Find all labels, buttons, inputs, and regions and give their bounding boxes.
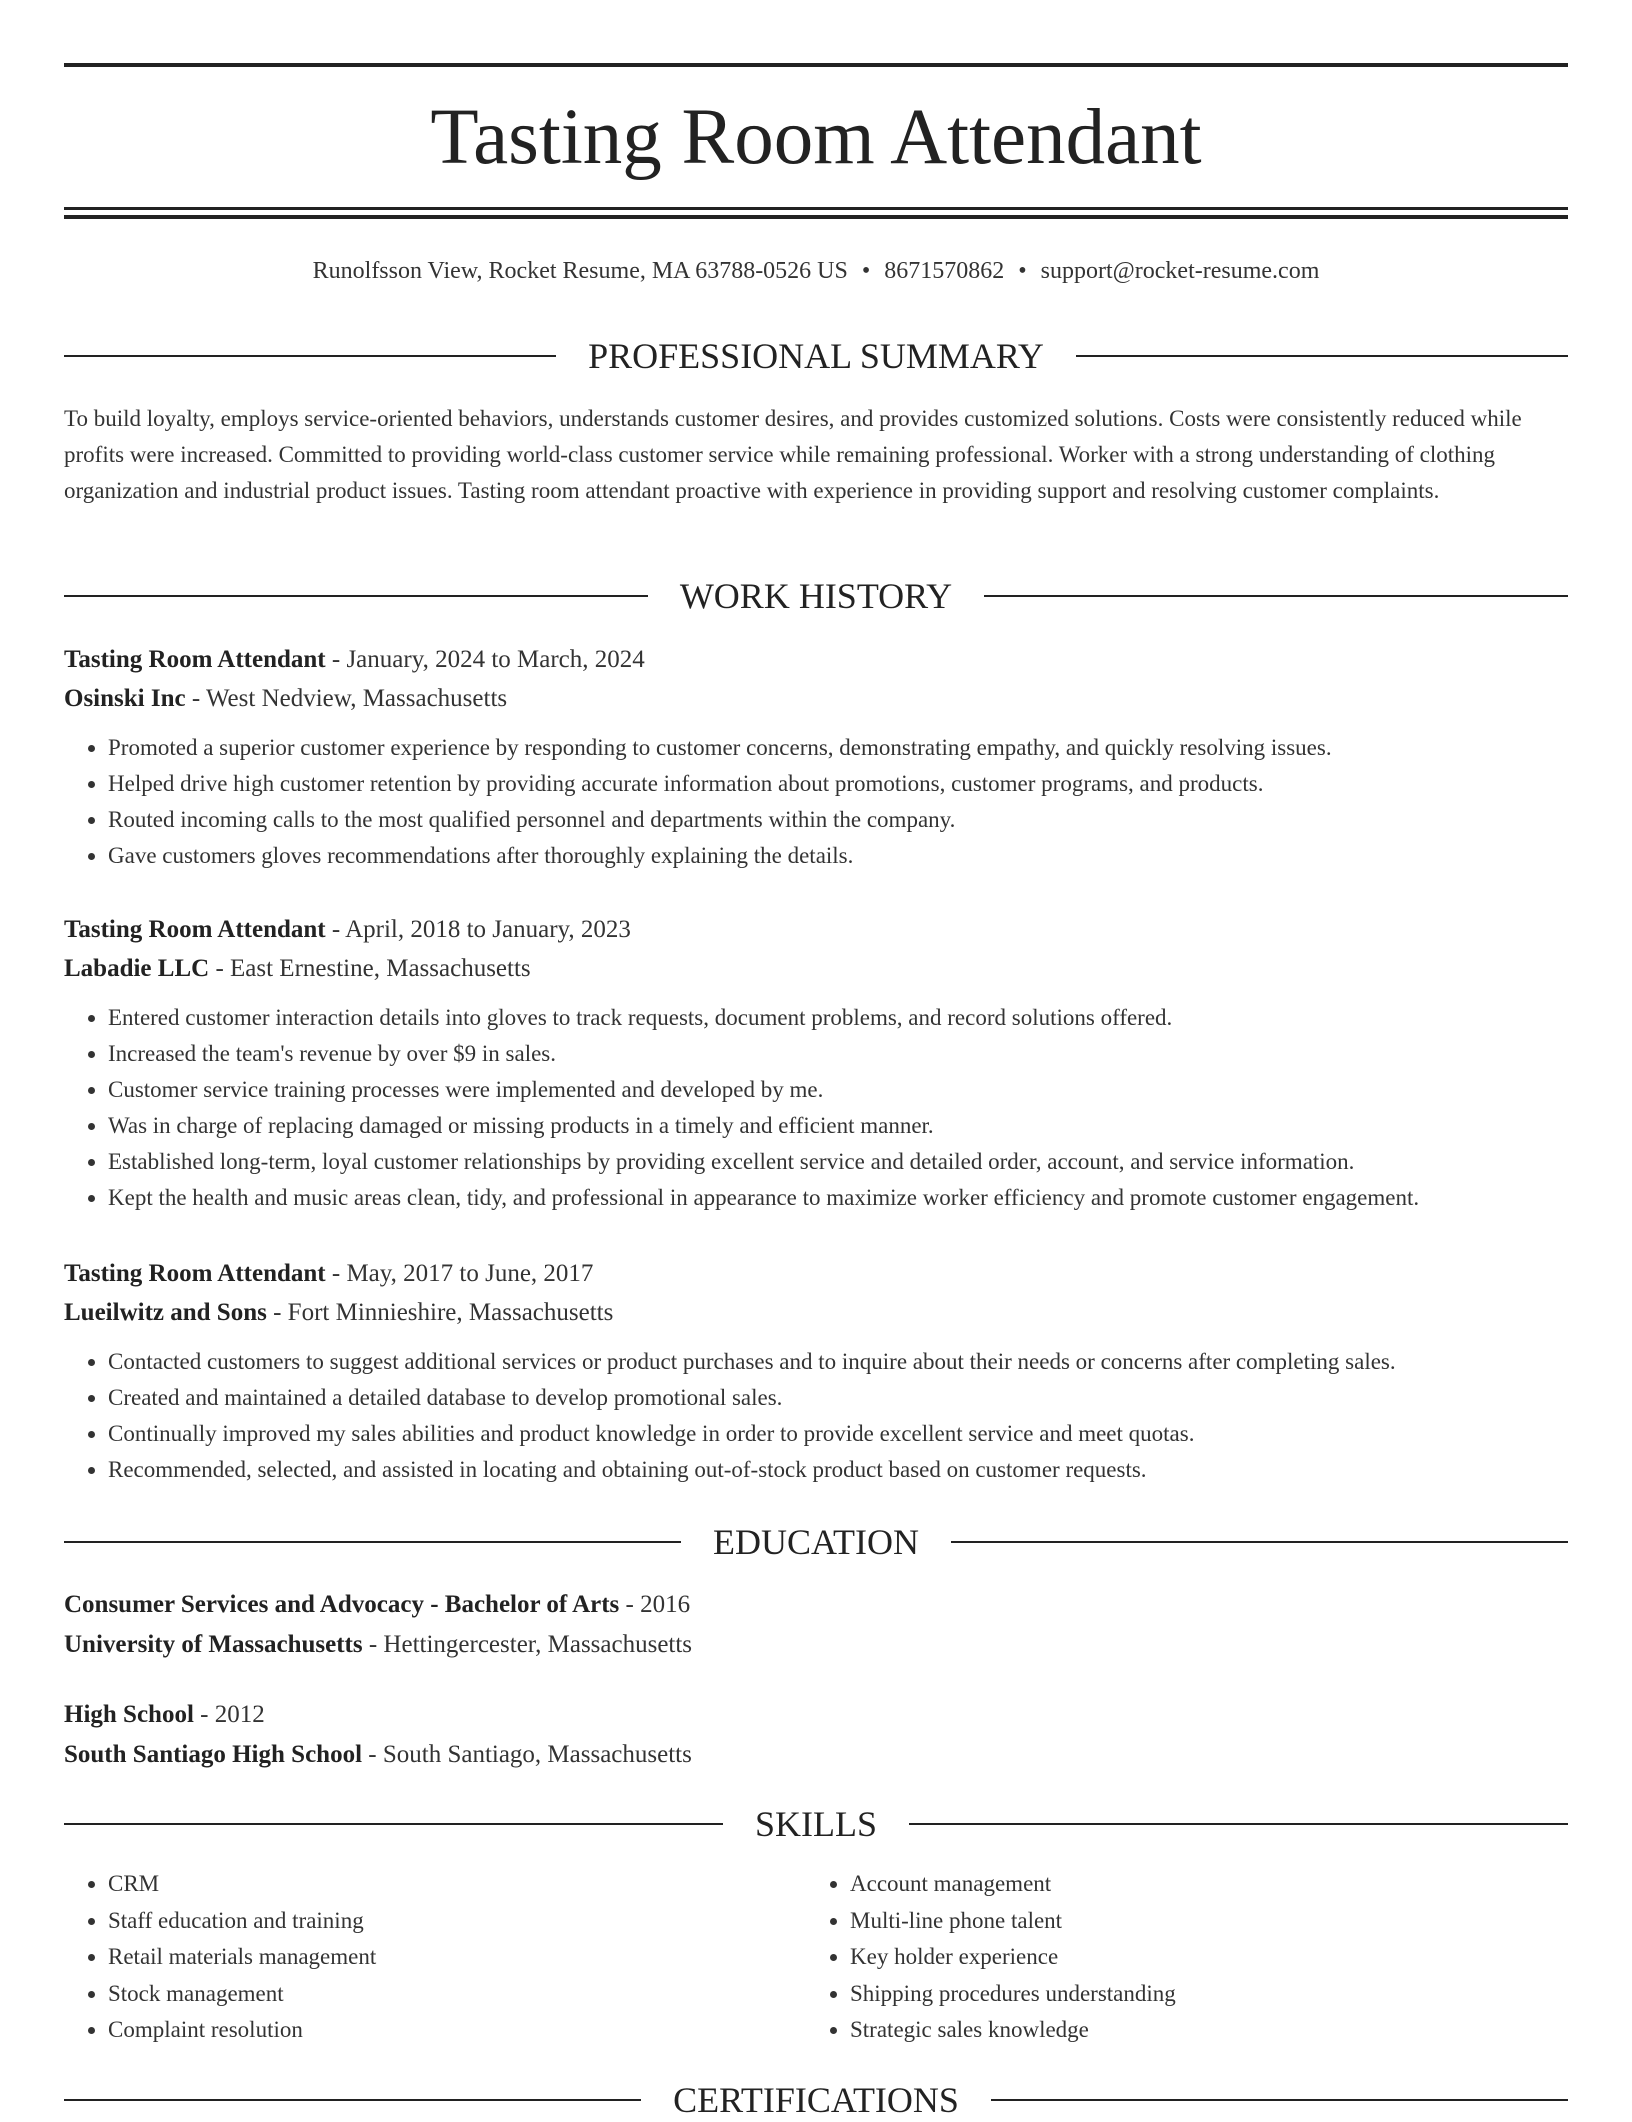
skill-item: • Key holder experience xyxy=(850,1939,1548,1976)
section-heading-work-history xyxy=(64,574,1568,618)
education-year: - 2016 xyxy=(619,1591,691,1618)
heading-rule xyxy=(64,1823,723,1825)
education-entry xyxy=(64,1695,1568,1775)
top-rule xyxy=(64,63,1568,67)
skill-item: • Shipping procedures understanding xyxy=(850,1976,1548,2013)
job-bullet: • Customer service training processes were implemented and developed by me. xyxy=(108,1072,1568,1108)
job-dates: - May, 2017 to June, 2017 xyxy=(325,1260,594,1287)
job-bullet: • Was in charge of replacing damaged or missing products in a timely and efficient manner. xyxy=(108,1108,1568,1144)
job-bullets xyxy=(64,1000,1568,1216)
job-dates: - January, 2024 to March, 2024 xyxy=(325,646,645,673)
skill-item: • Account management xyxy=(850,1866,1548,1903)
job-bullet: • Kept the health and music areas clean, tidy, and professional in appearance to maximize worker efficiency and promote customer engagement. xyxy=(108,1180,1568,1216)
heading-rule xyxy=(991,2099,1568,2101)
education-degree: High School xyxy=(64,1701,194,1728)
education-school: South Santiago High School xyxy=(64,1741,363,1768)
education-location: - Hettingercester, Massachusetts xyxy=(362,1631,693,1658)
section-heading-summary xyxy=(64,334,1568,378)
contact-email: support@rocket-resume.com xyxy=(1040,258,1320,284)
heading-rule xyxy=(64,355,556,357)
heading-rule xyxy=(909,1823,1568,1825)
education-entry xyxy=(64,1585,1568,1665)
job-title: Tasting Room Attendant xyxy=(64,646,326,673)
section-title: EDUCATION xyxy=(713,1522,919,1562)
job-bullets xyxy=(64,1344,1568,1488)
education-location: - South Santiago, Massachusetts xyxy=(362,1741,692,1768)
education-school: University of Massachusetts xyxy=(64,1631,363,1658)
skill-item: • Complaint resolution xyxy=(108,2012,806,2049)
skill-item: • CRM xyxy=(108,1866,806,1903)
job-bullet: • Entered customer interaction details into gloves to track requests, document problems, and record solutions offered. xyxy=(108,1000,1568,1036)
job-title: Tasting Room Attendant xyxy=(64,916,326,943)
section-title: SKILLS xyxy=(755,1804,878,1844)
contact-phone: 8671570862 xyxy=(884,258,1005,284)
job-bullet: • Established long-term, loyal customer relationships by providing excellent service and detailed order, account, and service information. xyxy=(108,1144,1568,1180)
heading-rule xyxy=(951,1541,1568,1543)
job-bullet: • Routed incoming calls to the most qualified personnel and departments within the company. xyxy=(108,802,1568,838)
job-company: Lueilwitz and Sons xyxy=(64,1299,267,1326)
job-location: - East Ernestine, Massachusetts xyxy=(209,955,531,982)
heading-rule xyxy=(64,1541,681,1543)
job-company: Osinski Inc xyxy=(64,685,186,712)
contact-separator: • xyxy=(1018,258,1027,284)
job-dates: - April, 2018 to January, 2023 xyxy=(325,916,631,943)
heading-rule xyxy=(64,2099,641,2101)
education-year: - 2012 xyxy=(193,1701,265,1728)
heading-rule xyxy=(984,595,1568,597)
skills-column-right xyxy=(806,1866,1548,2049)
job-bullet: • Gave customers gloves recommendations after thoroughly explaining the details. xyxy=(108,838,1568,874)
job-entry xyxy=(64,640,1568,874)
contact-separator: • xyxy=(861,258,871,284)
section-heading-education xyxy=(64,1520,1568,1564)
job-company-line xyxy=(64,949,1568,988)
job-title-line xyxy=(64,640,1568,679)
contact-address: Runolfsson View, Rocket Resume, MA 63788-0526 US xyxy=(312,258,848,284)
section-heading-skills xyxy=(64,1802,1568,1846)
title-double-rule xyxy=(64,207,1568,219)
job-company-line xyxy=(64,1293,1568,1332)
job-bullet: • Recommended, selected, and assisted in locating and obtaining out-of-stock product based on customer requests. xyxy=(108,1452,1568,1488)
skills-list xyxy=(64,1866,1568,2049)
resume-title: Tasting Room Attendant xyxy=(430,94,1202,181)
education-degree-line xyxy=(64,1695,1568,1735)
job-bullet: • Contacted customers to suggest additional services or product purchases and to inquire about their needs or concerns after completing sales. xyxy=(108,1344,1568,1380)
skill-item: • Staff education and training xyxy=(108,1903,806,1940)
job-entry xyxy=(64,910,1568,1216)
job-location: - Fort Minnieshire, Massachusetts xyxy=(266,1299,614,1326)
job-location: - West Nedview, Massachusetts xyxy=(185,685,508,712)
job-bullet: • Increased the team's revenue by over $9 in sales. xyxy=(108,1036,1568,1072)
skills-column-left xyxy=(64,1866,806,2049)
skill-item: • Stock management xyxy=(108,1976,806,2013)
skill-item: • Strategic sales knowledge xyxy=(850,2012,1548,2049)
skill-item: • Retail materials management xyxy=(108,1939,806,1976)
education-school-line xyxy=(64,1625,1568,1665)
summary-text: To build loyalty, employs service-oriented behaviors, understands customer desires, and provides customized solutions. Costs were consistently reduced while profits were increased. Committed to providing world-class customer service while remaining professional. Worker with a strong understanding of clothing organization and industrial product issues. Tasting room attendant proactive with experience in providing support and resolving customer complaints. xyxy=(64,406,1522,503)
heading-rule xyxy=(64,595,648,597)
contact-line xyxy=(64,254,1568,288)
job-bullet: • Created and maintained a detailed database to develop promotional sales. xyxy=(108,1380,1568,1416)
job-title-line xyxy=(64,1254,1568,1293)
job-entry xyxy=(64,1254,1568,1488)
job-bullet: • Promoted a superior customer experience by responding to customer concerns, demonstrating empathy, and quickly resolving issues. xyxy=(108,730,1568,766)
section-heading-certifications xyxy=(64,2078,1568,2122)
job-company: Labadie LLC xyxy=(64,955,210,982)
job-bullet: • Helped drive high customer retention by providing accurate information about promotions, customer programs, and products. xyxy=(108,766,1568,802)
heading-rule xyxy=(1076,355,1568,357)
section-title: PROFESSIONAL SUMMARY xyxy=(588,336,1044,376)
job-title-line xyxy=(64,910,1568,949)
job-company-line xyxy=(64,679,1568,718)
job-bullets xyxy=(64,730,1568,874)
education-school-line xyxy=(64,1735,1568,1775)
education-degree: Consumer Services and Advocacy - Bachelor of Arts xyxy=(64,1591,620,1618)
skill-item: • Multi-line phone talent xyxy=(850,1903,1548,1940)
job-bullet: • Continually improved my sales abilities and product knowledge in order to provide excellent service and meet quotas. xyxy=(108,1416,1568,1452)
job-title: Tasting Room Attendant xyxy=(64,1260,326,1287)
section-title: WORK HISTORY xyxy=(679,576,953,616)
education-degree-line xyxy=(64,1585,1568,1625)
section-title: CERTIFICATIONS xyxy=(673,2080,959,2120)
